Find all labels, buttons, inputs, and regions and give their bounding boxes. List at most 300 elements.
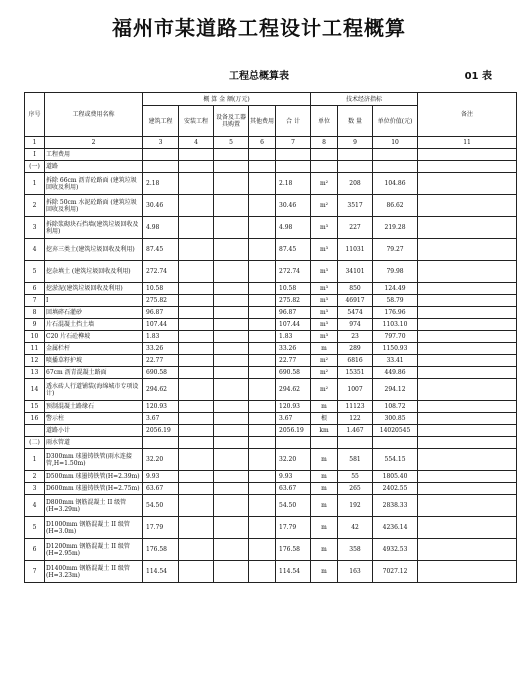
cell-seq: 16	[25, 413, 45, 425]
cell-item-name: 金属栏杆	[45, 343, 143, 355]
table-row	[25, 471, 517, 483]
cell-equipment	[214, 413, 249, 425]
table-row	[25, 239, 517, 261]
cell-remark	[418, 413, 517, 425]
cell-unit-price: 1103.10	[373, 319, 418, 331]
cell-remark	[418, 483, 517, 495]
cell-total: 120.93	[276, 401, 311, 413]
cell-total: 294.62	[276, 379, 311, 401]
cell-other	[249, 517, 276, 539]
cell-quantity: 55	[338, 471, 373, 483]
cell-unit-price: 124.49	[373, 283, 418, 295]
cell-unit-price: 79.98	[373, 261, 418, 283]
cell-total: 3.67	[276, 413, 311, 425]
cell-quantity: 358	[338, 539, 373, 561]
table-row	[25, 355, 517, 367]
cell-item-name: D800mm 钢筋混凝土 II 级管(H=3.29m)	[45, 495, 143, 517]
cell-unit: 根	[311, 413, 338, 425]
cell-item-name: 片石混凝土挡土墙	[45, 319, 143, 331]
cell-total: 275.82	[276, 295, 311, 307]
table-row	[25, 195, 517, 217]
cell-equipment	[214, 483, 249, 495]
cell-item-name: 透水砖人行道铺装(海绵城市专项设计)	[45, 379, 143, 401]
cell-remark	[418, 355, 517, 367]
table-row	[25, 161, 517, 173]
cell-equipment	[214, 239, 249, 261]
table-row	[25, 367, 517, 379]
cell-total: 176.58	[276, 539, 311, 561]
table-row	[25, 217, 517, 239]
cell-total: 22.77	[276, 355, 311, 367]
cell-remark	[418, 539, 517, 561]
header-equipment: 设备及工器具购置	[214, 106, 249, 137]
cell-remark	[418, 307, 517, 319]
cell-construction: 690.58	[143, 367, 179, 379]
cell-install	[179, 343, 214, 355]
cell-remark	[418, 471, 517, 483]
cell-quantity: 11123	[338, 401, 373, 413]
cell-remark	[418, 401, 517, 413]
cell-equipment	[214, 401, 249, 413]
cell-install	[179, 217, 214, 239]
cell-equipment	[214, 437, 249, 449]
table-row	[25, 449, 517, 471]
cell-total: 96.87	[276, 307, 311, 319]
header-amount-group: 概 算 金 额(万元)	[143, 93, 311, 106]
cell-remark	[418, 283, 517, 295]
cell-other	[249, 379, 276, 401]
index-cell: 11	[418, 137, 517, 149]
cell-seq: 1	[25, 173, 45, 195]
cell-unit: m³	[311, 261, 338, 283]
cell-remark	[418, 561, 517, 583]
cell-equipment	[214, 495, 249, 517]
cell-unit: m	[311, 343, 338, 355]
cell-unit-price	[373, 161, 418, 173]
cell-other	[249, 239, 276, 261]
cell-seq: 12	[25, 355, 45, 367]
cell-seq: 11	[25, 343, 45, 355]
cell-unit: m	[311, 471, 338, 483]
cell-total: 2056.19	[276, 425, 311, 437]
cell-other	[249, 539, 276, 561]
cell-other	[249, 471, 276, 483]
cell-construction: 9.93	[143, 471, 179, 483]
cell-item-name: 拆除 50cm 水泥砼路面 (建筑垃圾回收及利用)	[45, 195, 143, 217]
cell-seq: 15	[25, 401, 45, 413]
cell-item-name: D300mm 球墨铸铁管(雨水连接管,H=1.50m)	[45, 449, 143, 471]
cell-install	[179, 539, 214, 561]
cell-item-name: 拆除浆砌块石挡墙(建筑垃圾回收及利用)	[45, 217, 143, 239]
cell-other	[249, 161, 276, 173]
cell-total: 1.83	[276, 331, 311, 343]
cell-remark	[418, 319, 517, 331]
cell-seq: 3	[25, 217, 45, 239]
cell-unit: m²	[311, 195, 338, 217]
cell-unit-price: 14020545	[373, 425, 418, 437]
cell-equipment	[214, 343, 249, 355]
cell-item-name: 挖杂填土 (建筑垃圾回收及利用)	[45, 261, 143, 283]
cell-unit-price: 58.79	[373, 295, 418, 307]
cell-remark	[418, 149, 517, 161]
cell-equipment	[214, 195, 249, 217]
cell-other	[249, 495, 276, 517]
cell-equipment	[214, 367, 249, 379]
cell-quantity: 5474	[338, 307, 373, 319]
cell-remark	[418, 173, 517, 195]
cell-construction: 3.67	[143, 413, 179, 425]
cell-unit: m³	[311, 295, 338, 307]
cell-item-name: 工程费用	[45, 149, 143, 161]
header-seq: 序号	[25, 93, 45, 137]
index-cell: 10	[373, 137, 418, 149]
index-cell: 2	[45, 137, 143, 149]
table-row	[25, 149, 517, 161]
cell-equipment	[214, 283, 249, 295]
table-row	[25, 413, 517, 425]
header-unit-price: 单位价值(元)	[373, 106, 418, 137]
cell-install	[179, 471, 214, 483]
cell-seq: I	[25, 149, 45, 161]
cell-construction: 294.62	[143, 379, 179, 401]
cell-install	[179, 483, 214, 495]
cell-other	[249, 413, 276, 425]
cell-remark	[418, 495, 517, 517]
cell-seq: 2	[25, 471, 45, 483]
cell-construction: 87.45	[143, 239, 179, 261]
cell-install	[179, 307, 214, 319]
cell-item-name: 挖弃三类土(建筑垃圾回收及利用)	[45, 239, 143, 261]
cell-construction: 96.87	[143, 307, 179, 319]
cell-install	[179, 401, 214, 413]
index-cell: 8	[311, 137, 338, 149]
cell-construction	[143, 161, 179, 173]
cell-unit: m³	[311, 307, 338, 319]
header-construction: 建筑工程	[143, 106, 179, 137]
cell-other	[249, 195, 276, 217]
cell-remark	[418, 379, 517, 401]
cell-construction: 54.50	[143, 495, 179, 517]
cell-construction: 176.58	[143, 539, 179, 561]
cell-unit	[311, 161, 338, 173]
cell-unit-price: 104.86	[373, 173, 418, 195]
cell-seq: 7	[25, 561, 45, 583]
index-cell: 5	[214, 137, 249, 149]
cell-item-name: 道路小计	[45, 425, 143, 437]
cell-construction: 2056.19	[143, 425, 179, 437]
table-row	[25, 561, 517, 583]
cell-other	[249, 217, 276, 239]
cell-unit: m	[311, 401, 338, 413]
cell-seq: (一)	[25, 161, 45, 173]
document-title: 福州市某道路工程设计工程概算	[112, 16, 406, 40]
cell-install	[179, 449, 214, 471]
cell-quantity: 265	[338, 483, 373, 495]
cell-remark	[418, 517, 517, 539]
cell-install	[179, 413, 214, 425]
cell-construction: 272.74	[143, 261, 179, 283]
cell-other	[249, 283, 276, 295]
cell-quantity	[338, 437, 373, 449]
cell-other	[249, 425, 276, 437]
cell-install	[179, 517, 214, 539]
cell-total: 4.98	[276, 217, 311, 239]
table-subtitle: 工程总概算表	[229, 71, 289, 82]
table-row	[25, 319, 517, 331]
index-cell: 7	[276, 137, 311, 149]
cell-unit: m³	[311, 331, 338, 343]
cell-quantity: 227	[338, 217, 373, 239]
table-row	[25, 425, 517, 437]
cell-unit-price: 2838.33	[373, 495, 418, 517]
cell-remark	[418, 331, 517, 343]
cell-equipment	[214, 379, 249, 401]
cell-construction: 63.67	[143, 483, 179, 495]
cell-remark	[418, 161, 517, 173]
index-cell: 4	[179, 137, 214, 149]
cell-unit-price: 33.41	[373, 355, 418, 367]
cell-seq: 4	[25, 239, 45, 261]
cell-seq: 2	[25, 195, 45, 217]
cell-quantity: 34101	[338, 261, 373, 283]
cell-equipment	[214, 161, 249, 173]
cell-quantity: 46917	[338, 295, 373, 307]
cell-unit-price: 4236.14	[373, 517, 418, 539]
index-cell: 3	[143, 137, 179, 149]
cell-equipment	[214, 471, 249, 483]
cell-unit-price: 1150.93	[373, 343, 418, 355]
cell-unit: m²	[311, 355, 338, 367]
cell-seq: 14	[25, 379, 45, 401]
header-other: 其他费用	[249, 106, 276, 137]
cell-unit: m	[311, 517, 338, 539]
table-row	[25, 307, 517, 319]
cell-equipment	[214, 331, 249, 343]
table-row	[25, 261, 517, 283]
cell-install	[179, 561, 214, 583]
cell-quantity: 15351	[338, 367, 373, 379]
cell-install	[179, 173, 214, 195]
cell-quantity: 581	[338, 449, 373, 471]
cell-total: 10.58	[276, 283, 311, 295]
cell-total: 2.18	[276, 173, 311, 195]
cell-unit-price: 554.15	[373, 449, 418, 471]
cell-item-name: D600mm 球墨铸铁管(H=2.75m)	[45, 483, 143, 495]
cell-construction: 17.79	[143, 517, 179, 539]
cell-total	[276, 149, 311, 161]
cell-quantity: 11031	[338, 239, 373, 261]
table-row	[25, 343, 517, 355]
table-row	[25, 437, 517, 449]
cell-unit-price: 797.70	[373, 331, 418, 343]
cell-other	[249, 355, 276, 367]
cell-construction	[143, 149, 179, 161]
cell-other	[249, 367, 276, 379]
header-name: 工程或费用名称	[45, 93, 143, 137]
cell-item-name: 挖淤泥(建筑垃圾回收及利用)	[45, 283, 143, 295]
header-remark: 备注	[418, 93, 517, 137]
cell-unit-price: 79.27	[373, 239, 418, 261]
cell-unit: m³	[311, 239, 338, 261]
cell-unit-price: 294.12	[373, 379, 418, 401]
cell-other	[249, 307, 276, 319]
cell-install	[179, 319, 214, 331]
cell-quantity: 42	[338, 517, 373, 539]
cell-remark	[418, 217, 517, 239]
cell-equipment	[214, 355, 249, 367]
table-row	[25, 173, 517, 195]
cell-unit-price	[373, 437, 418, 449]
table-row	[25, 283, 517, 295]
cell-remark	[418, 425, 517, 437]
cell-seq: 10	[25, 331, 45, 343]
cell-construction: 22.77	[143, 355, 179, 367]
cell-quantity: 289	[338, 343, 373, 355]
cell-unit-price: 2402.55	[373, 483, 418, 495]
cell-quantity: 1.467	[338, 425, 373, 437]
cell-seq: 4	[25, 495, 45, 517]
cell-seq: 6	[25, 283, 45, 295]
cell-seq: 9	[25, 319, 45, 331]
cell-total: 17.79	[276, 517, 311, 539]
cell-unit: km	[311, 425, 338, 437]
cell-unit-price: 4932.53	[373, 539, 418, 561]
cell-unit: m³	[311, 319, 338, 331]
cell-total	[276, 437, 311, 449]
cell-construction: 275.82	[143, 295, 179, 307]
cell-total: 272.74	[276, 261, 311, 283]
cell-total: 32.20	[276, 449, 311, 471]
cell-quantity: 122	[338, 413, 373, 425]
cell-total: 9.93	[276, 471, 311, 483]
cell-unit-price: 86.62	[373, 195, 418, 217]
cell-item-name: D500mm 球墨铸铁管(H=2.39m)	[45, 471, 143, 483]
cell-other	[249, 331, 276, 343]
cell-other	[249, 449, 276, 471]
cell-item-name: 雨水管道	[45, 437, 143, 449]
cell-unit-price: 449.86	[373, 367, 418, 379]
cell-seq: 13	[25, 367, 45, 379]
cell-unit: m	[311, 495, 338, 517]
cell-remark	[418, 449, 517, 471]
cell-other	[249, 561, 276, 583]
cell-unit: m	[311, 449, 338, 471]
cell-other	[249, 261, 276, 283]
cell-quantity	[338, 161, 373, 173]
table-number: 01 表	[464, 71, 492, 82]
cell-unit: m²	[311, 379, 338, 401]
header-unit: 单位	[311, 106, 338, 137]
cell-install	[179, 379, 214, 401]
cell-unit: m	[311, 539, 338, 561]
cell-construction: 114.54	[143, 561, 179, 583]
cell-equipment	[214, 295, 249, 307]
cell-other	[249, 343, 276, 355]
table-row	[25, 331, 517, 343]
cell-construction: 33.26	[143, 343, 179, 355]
cell-construction: 107.44	[143, 319, 179, 331]
cell-total: 690.58	[276, 367, 311, 379]
cell-seq: 8	[25, 307, 45, 319]
cell-equipment	[214, 425, 249, 437]
table-row	[25, 379, 517, 401]
cell-equipment	[214, 149, 249, 161]
cell-other	[249, 295, 276, 307]
cell-unit: m²	[311, 367, 338, 379]
cell-item-name: I	[45, 295, 143, 307]
cell-install	[179, 495, 214, 517]
cell-construction: 4.98	[143, 217, 179, 239]
cell-other	[249, 149, 276, 161]
cell-other	[249, 401, 276, 413]
cell-unit: m	[311, 483, 338, 495]
cell-quantity: 23	[338, 331, 373, 343]
table-row	[25, 517, 517, 539]
cell-total: 30.46	[276, 195, 311, 217]
cell-equipment	[214, 517, 249, 539]
index-cell: 6	[249, 137, 276, 149]
cell-seq: 7	[25, 295, 45, 307]
cell-seq: 1	[25, 449, 45, 471]
cell-item-name: 回填碎石灌砂	[45, 307, 143, 319]
cell-other	[249, 319, 276, 331]
cell-install	[179, 355, 214, 367]
cell-equipment	[214, 561, 249, 583]
cell-total: 107.44	[276, 319, 311, 331]
cell-total: 63.67	[276, 483, 311, 495]
cell-remark	[418, 437, 517, 449]
cell-unit	[311, 149, 338, 161]
cell-construction: 10.58	[143, 283, 179, 295]
cell-install	[179, 195, 214, 217]
cell-total: 114.54	[276, 561, 311, 583]
header-total: 合 计	[276, 106, 311, 137]
cell-equipment	[214, 319, 249, 331]
table-row	[25, 401, 517, 413]
cell-quantity: 850	[338, 283, 373, 295]
cell-install	[179, 283, 214, 295]
table-row	[25, 295, 517, 307]
cell-install	[179, 261, 214, 283]
cell-other	[249, 483, 276, 495]
cell-unit-price: 1805.40	[373, 471, 418, 483]
cell-equipment	[214, 261, 249, 283]
cell-equipment	[214, 539, 249, 561]
cell-install	[179, 295, 214, 307]
cell-total: 87.45	[276, 239, 311, 261]
table-row	[25, 495, 517, 517]
cell-equipment	[214, 449, 249, 471]
cell-install	[179, 425, 214, 437]
cell-unit-price: 108.72	[373, 401, 418, 413]
cell-quantity: 3517	[338, 195, 373, 217]
cell-remark	[418, 195, 517, 217]
cell-install	[179, 331, 214, 343]
cell-unit: m³	[311, 283, 338, 295]
cell-construction: 32.20	[143, 449, 179, 471]
cell-item-name: 预制混凝土路缘石	[45, 401, 143, 413]
cell-item-name: 道路	[45, 161, 143, 173]
cell-item-name: D1200mm 钢筋混凝土 II 级管(H=2.95m)	[45, 539, 143, 561]
cell-remark	[418, 343, 517, 355]
cell-total: 54.50	[276, 495, 311, 517]
index-cell: 9	[338, 137, 373, 149]
cell-unit: m³	[311, 217, 338, 239]
cell-unit: m²	[311, 173, 338, 195]
cell-unit	[311, 437, 338, 449]
cell-remark	[418, 295, 517, 307]
cell-install	[179, 161, 214, 173]
